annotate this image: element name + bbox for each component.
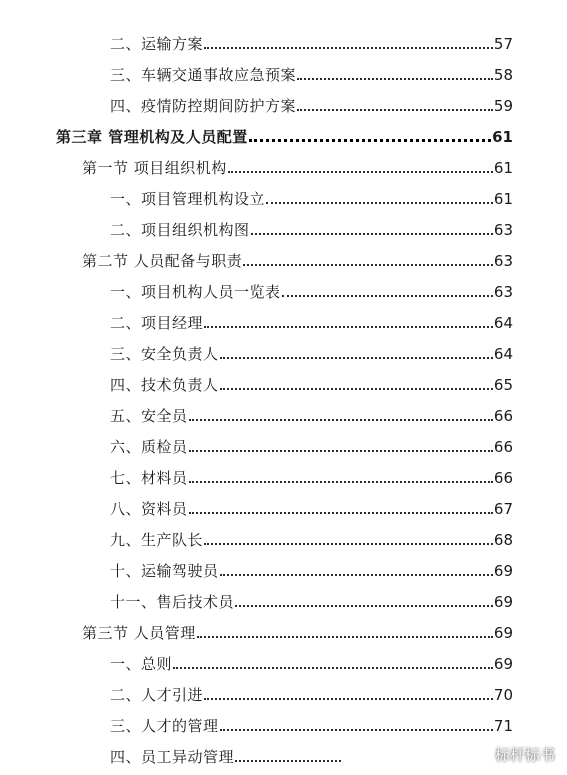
toc-entry-title: 二、人才引进 [110,686,204,704]
toc-page-number: 59 [493,97,513,115]
toc-item-entry [110,710,513,736]
toc-section-entry [82,617,513,643]
toc-item-entry [110,648,513,674]
toc-item-entry [110,59,513,85]
toc-entry-title: 第二节 人员配备与职责 [82,252,243,270]
toc-leader-dots [197,636,493,638]
toc-entry-title: 三、人才的管理 [110,717,219,735]
toc-page-number: 70 [493,686,513,704]
toc-leader-dots [251,233,493,235]
toc-item-entry [110,276,513,302]
toc-leader-dots [189,481,493,483]
toc-item-entry [110,462,513,488]
toc-leader-dots [249,139,491,142]
toc-entry-title: 十、运输驾驶员 [110,562,219,580]
toc-leader-dots [220,357,493,359]
toc-item-entry [110,338,513,364]
toc-entry-title: 九、生产队长 [110,531,204,549]
toc-entry-title: 第三节 人员管理 [82,624,196,642]
toc-page-number: 71 [493,717,513,735]
toc-leader-dots [282,295,493,297]
toc-item-entry [110,28,513,54]
toc-page-number: 69 [493,624,513,642]
toc-leader-dots [173,667,493,669]
toc-leader-dots [189,419,493,421]
toc-item-entry [110,555,513,581]
toc-item-entry [110,90,513,116]
toc-leader-dots [243,264,493,266]
toc-item-entry [110,400,513,426]
toc-item-entry [110,369,513,395]
toc-leader-dots [266,202,493,204]
toc-entry-title: 八、资料员 [110,500,188,518]
toc-item-entry [110,679,513,705]
toc-item-entry [110,214,513,240]
toc-leader-dots [297,109,493,111]
toc-item-entry [110,183,513,209]
toc-page-number: 69 [493,655,513,673]
toc-leader-dots [204,543,493,545]
toc-section-entry [82,245,513,271]
toc-leader-dots [220,574,493,576]
toc-item-entry [110,307,513,333]
toc-page-number: 57 [493,35,513,53]
toc-leader-dots [220,388,493,390]
toc-page-number: 66 [493,469,513,487]
toc-page-number: 64 [493,314,513,332]
toc-page-number: 69 [493,593,513,611]
toc-leader-dots [297,78,493,80]
toc-page-number: 66 [493,407,513,425]
toc-item-entry [110,586,513,612]
toc-entry-title: 六、质检员 [110,438,188,456]
toc-leader-dots [235,605,493,607]
toc-entry-title: 三、安全负责人 [110,345,219,363]
toc-entry-title: 四、疫情防控期间防护方案 [110,97,297,115]
toc-entry-title: 四、员工异动管理 [110,748,235,766]
toc-leader-dots [228,171,493,173]
toc-page-number: 69 [493,562,513,580]
toc-item-entry [110,493,513,519]
toc-leader-dots [189,512,493,514]
toc-page-number: 61 [492,128,513,146]
toc-page-number: 63 [493,283,513,301]
toc-entry-title: 一、总则 [110,655,173,673]
toc-page-number: 61 [493,190,513,208]
toc-entry-title: 二、项目组织机构图 [110,221,250,239]
toc-entry-title: 第一节 项目组织机构 [82,159,227,177]
toc-leader-dots [204,698,493,700]
toc-page-number: 66 [493,438,513,456]
toc-item-entry [110,431,513,457]
toc-entry-title: 七、材料员 [110,469,188,487]
toc-entry-title: 十一、售后技术员 [110,593,235,611]
toc-entry-title: 四、技术负责人 [110,376,219,394]
toc-entry-title: 第三章 管理机构及人员配置 [56,128,248,146]
toc-section-entry [82,152,513,178]
toc-leader-dots [220,729,493,731]
toc-entry-title: 二、项目经理 [110,314,204,332]
toc-leader-dots [204,326,493,328]
toc-page-number: 63 [493,252,513,270]
toc-page-number: 64 [493,345,513,363]
toc-item-entry [110,524,513,550]
watermark-text: 标杆标书 [494,746,555,764]
toc-item-entry [110,741,360,767]
toc-entry-title: 二、运输方案 [110,35,204,53]
toc-page-number: 61 [493,159,513,177]
watermark [473,744,555,765]
toc-entry-title: 一、项目机构人员一览表 [110,283,281,301]
toc-page-number: 58 [493,66,513,84]
toc-leader-dots [204,47,493,49]
wechat-icon [473,747,491,763]
toc-entry-title: 五、安全员 [110,407,188,425]
toc-page-number: 67 [493,500,513,518]
toc-page-number: 63 [493,221,513,239]
toc-page-number: 65 [493,376,513,394]
toc-leader-dots [189,450,493,452]
toc-page-number: 68 [493,531,513,549]
toc-chapter-entry [56,121,513,147]
toc-leader-dots [235,760,341,762]
toc-entry-title: 三、车辆交通事故应急预案 [110,66,297,84]
toc-entry-title: 一、项目管理机构设立 [110,190,266,208]
